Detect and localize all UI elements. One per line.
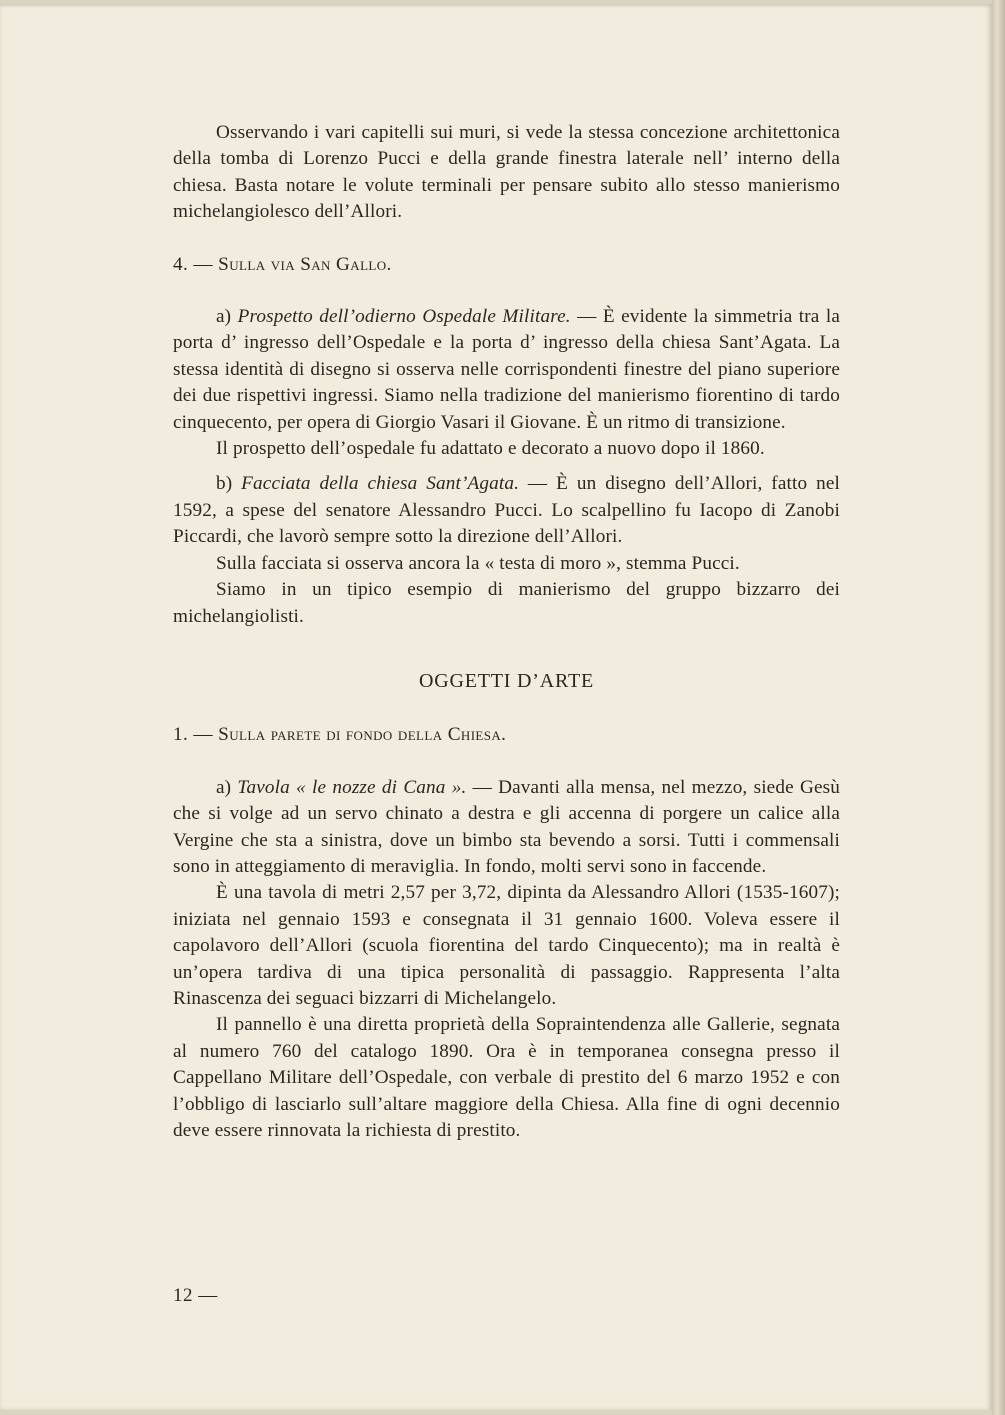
paragraph-tavola: [173, 775, 840, 881]
item-title-prospetto: Prospetto dell’odierno Ospedale Militare.: [237, 306, 571, 328]
page-edge: [992, 0, 1005, 1415]
item-text-tavola: — Davanti alla mensa, nel mezzo, siede Gesù che si volge ad un servo chinato a destra e gli accenna di porgere un calice alla Vergine che sta a sinistra, dove un bimbo sta bevendo a sorsi. Tutti i commensali sono in atteggiamento di meraviglia. In fondo, molti servi sono in faccende.: [173, 776, 840, 877]
paragraph-tavola-details: È una tavola di metri 2,57 per 3,72, dipinta da Alessandro Allori (1535-1607); iniziata nel gennaio 1593 e consegnata il 31 gennaio 1600. Voleva essere il capolavoro dell’Allori (scuola fiorentina del tardo Cinquecento); ma in realtà è un’opera tardiva di una tipica personalità di passaggio. Rappresenta l’alta Rinascenza dei seguaci bizzarri di Michelangelo.: [173, 882, 840, 1009]
paragraph-pannello: Il pannello è una diretta proprietà della Sopraintendenza alle Gallerie, segnata al numero 760 del catalogo 1890. Ora è in temporanea consegna presso il Cappellano Militare dell’Ospedale, con verbale di prestito del 6 marzo 1952 e con l’obbligo di lasciarlo sull’altare maggiore della Chiesa. Alla fine di ogni decennio deve essere rinnovata la richiesta di prestito.: [173, 1014, 840, 1141]
item-label: b): [216, 473, 242, 495]
page-body: [173, 120, 840, 1144]
item-label: a): [216, 306, 238, 328]
paragraph-prospetto: [173, 304, 840, 436]
paragraph-facciata: [173, 471, 840, 550]
paragraph-facciata-note-2: Siamo in un tipico esempio di manierismo del gruppo bizzarro dei michelangiolisti.: [173, 579, 840, 627]
section-heading-parete: 1. — Sulla parete di fondo della Chiesa.: [173, 724, 507, 746]
item-text-facciata: — È un disegno dell’Allori, fatto nel 1592, a spese del senatore Alessandro Pucci. Lo scalpellino fu Iacopo di Zanobi Piccardi, che lavorò sempre sotto la direzione dell’Allori.: [173, 473, 840, 548]
book-page: [0, 4, 992, 1410]
page-number: 12 —: [173, 1285, 218, 1306]
item-title-facciata: Facciata della chiesa Sant’Agata.: [241, 473, 520, 495]
paragraph-prospetto-note: Il prospetto dell’ospedale fu adattato e decorato a nuovo dopo il 1860.: [216, 438, 765, 460]
item-text-prospetto: — È evidente la simmetria tra la porta d’ ingresso dell’Ospedale e la porta d’ ingresso della chiesa Sant’Agata. La stessa identità di disegno si osserva nelle corrispondenti finestre del piano superiore dei due rispettivi ingressi. Siamo nella tradizione del manierismo fiorentino di tardo cinquecento, per opera di Giorgio Vasari il Giovane. È un ritmo di transizione.: [173, 306, 841, 433]
section-title-oggetti: OGGETTI D’ARTE: [419, 669, 594, 692]
paragraph-facciata-note-1: Sulla facciata si osserva ancora la « testa di moro », stemma Pucci.: [216, 552, 740, 574]
section-heading-san-gallo: 4. — Sulla via San Gallo.: [173, 253, 392, 275]
item-title-tavola: Tavola « le nozze di Cana ».: [237, 776, 467, 798]
intro-paragraph: Osservando i vari capitelli sui muri, si vede la stessa concezione architettonica della tomba di Lorenzo Pucci e della grande finestra laterale nell’ interno della chiesa. Basta notare le volute terminali per pensare subito allo stesso manierismo michelangiolesco dell’Allori.: [173, 122, 840, 223]
item-label: a): [216, 776, 238, 798]
